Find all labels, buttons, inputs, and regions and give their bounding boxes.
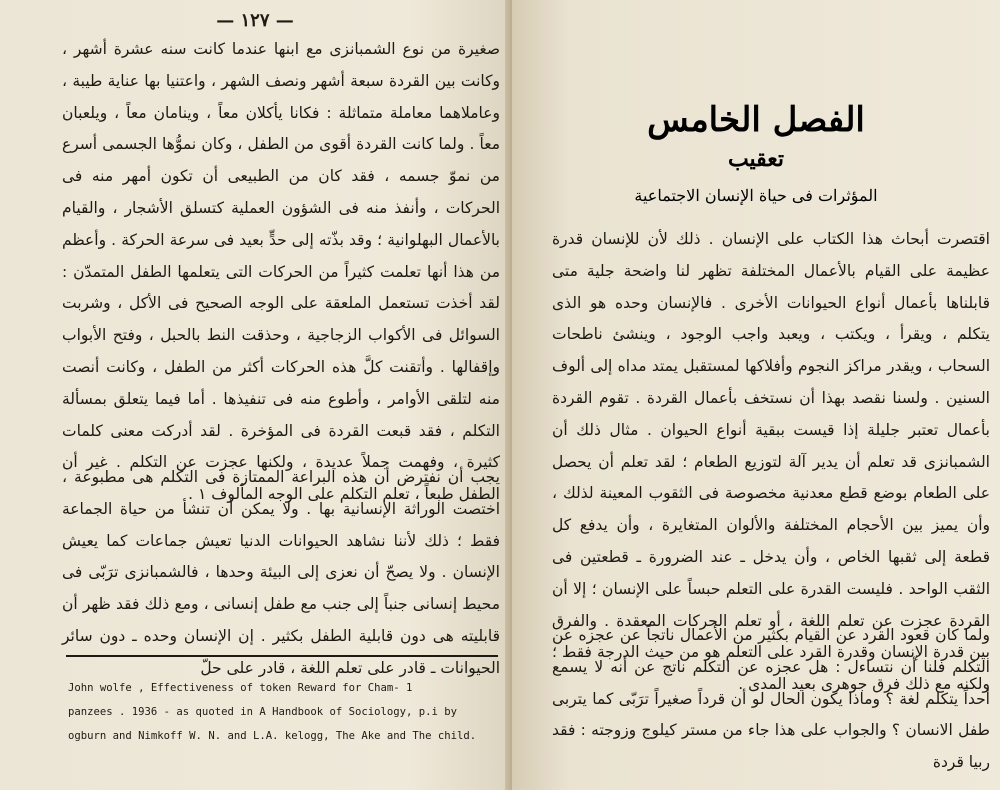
body-text: ولما كان قعود القرد عن القيام بكثير من الأعمال ناتجاً عن عجزه عن التكلم فلنا أن نتساءل : هل عجزه عن التكلم ناتج عن أنه لا يسمع أحداً يتكلم لغة ؟ وماذا يكون الحال لو أن قرداً صغيراً ترَبّى كما يتربى طفل الانسان ؟ والجواب على هذا جاء من مستر كيلوج وزوجته : فقد ربيا قردة — [552, 626, 990, 772]
right-paragraph-2 — [552, 620, 990, 779]
body-text: اقتصرت أبحاث هذا الكتاب على الإنسان . ذلك لأن للإنسان قدرة عظيمة على القيام بالأعمال المختلفة تظهر لنا واضحة جلية متى قابلناها بأعمال أنواع الحيوانات الأخرى . فالإنسان وحده هو الذى يتكلم ، ويقرأ ، ويكتب ، ويعبد واجب الوجود ، وينشئ ناطحات السحاب ، ويقدر مراكز النجوم وأفلاكها لمستقبل يمتد مداه إلى ألوف السنين . ولسنا نقصد بهذا أن نستخف بأعمال القردة . تقوم القردة بأعمال تعتبر جليلة إذا قيست ببقية أنواع الحيوان . مثال ذلك أن الشمبانزى قد تعلم أن يدير آلة لتوزيع الطعام ؛ لقد تعلم أن يحصل على الطعام بوضع قطع معدنية مخصوصة فى الثقوب المعينة لذلك ، وأن يميز بين الأحجام المختلفة والألوان المتغايرة ، وأن يدفع كل قطعة إلى ثقبها الخاص ، وأن يدخل ـ عند الضرورة ـ قطعتين فى الثقب الواحد . فليست القدرة على التعلم حبساً على الإنسان ؛ إلا أن القردة عجزت عن تعلم اللغة ، أو تعلم الحركات المعقدة . والفرق بين قدرة الإنسان وقدرة القرد على التعلم هو من حيث الدرجة فقط ؛ ولكنه مع ذلك فرق جوهرى بعيد المدى . — [552, 230, 990, 694]
footnote-line: John wolfe , Effectiveness of token Reward for Cham- 1 — [68, 682, 413, 694]
footnote-divider — [66, 655, 498, 657]
body-text: يجب أن نفترض أن هذه البراعة الممتازة فى التكلم هى مطبوعة ، اختصت الوراثة الإنسانية بها . ولا يمكن أن تنشأ من حياة الجماعة فقط ؛ ذلك لأننا نشاهد الحيوانات الدنيا تعيش جماعات كما يعيش الإنسان . ولا يصحّ أن نعزى إلى البيئة وحدها ، فالشمبانزى ترَبّى فى محيط إنسانى جنباً إلى جنب مع طفل إنسانى ، ومع ذلك فقد ظهر أن قابليته هى دون قابلية الطفل بكثير . إن الإنسان وحده ـ دون سائر الحيوانات ـ قادر على تعلم اللغة ، قادر على حلّ — [62, 468, 500, 677]
footnote-line: panzees . 1936 - as quoted in A Handbook of Sociology, p.i by — [68, 706, 458, 718]
body-text: صغيرة من نوع الشمبانزى مع ابنها عندما كانت سنه عشرة أشهر ، وكانت بين القردة سبعة أشهر ونصف الشهر ، واعتنيا بها عناية طيبة ، وعاملاهما معاملة متماثلة : فكانا يأكلان معاً ، وينامان معاً ، ويلعبان معاً . ولما كانت القردة أقوى من الطفل ، وكان نموُّها الجسمى أسرع من نموّ جسمه ، فقد كان من الطبيعى أن تكون أمهر منه فى الحركات ، وأنفذ منه فى الشؤون العملية كتسلق الأشجار ، والقيام بالأعمال البهلوانية ؛ وقد بذّته إلى حدٍّ بعيد فى سرعة الحركة . وأعظم من هذا أنها تعلمت كثيراً من الحركات التى يتعلمها الطفل المتمدّن : لقد أخذت تستعمل الملعقة على الوجه الصحيح فى الأكل ، وشربت السوائل فى الأكواب الزجاجية ، وحذقت النط بالحبل ، وفتح الأبواب وإقفالها . وأتقنت كلَّ هذه الحركات أكثر من الطفل ، وكانت أنصت منه لتلقى الأوامر ، وأطوع منه فى تنفيذها . أما فيما يتعلق بمسألة التكلم ، فقد قبعت القردة فى المؤخرة . لقد أدركت معنى كلمات كثيرة ، وفهمت جملاً عديدة ، ولكنها عجزت عن التكلم . غير أن الطفل طبعاً ، تعلم التكلم على الوجه المألوف ١ . — [62, 40, 500, 504]
chapter-title: الفصل الخامس — [647, 100, 865, 140]
chapter-subtitle: تعقيب — [727, 146, 785, 172]
section-heading: المؤثرات فى حياة الإنسان الاجتماعية — [634, 186, 878, 205]
footnote — [68, 676, 504, 748]
footnote-line: ogburn and Nimkoff W. N. and L.A. kelogg, The Ake and The child. — [68, 730, 477, 742]
left-paragraph-2 — [62, 462, 500, 685]
page-number: — ١٢٧ — — [216, 10, 294, 31]
left-paragraph-1 — [62, 34, 500, 511]
